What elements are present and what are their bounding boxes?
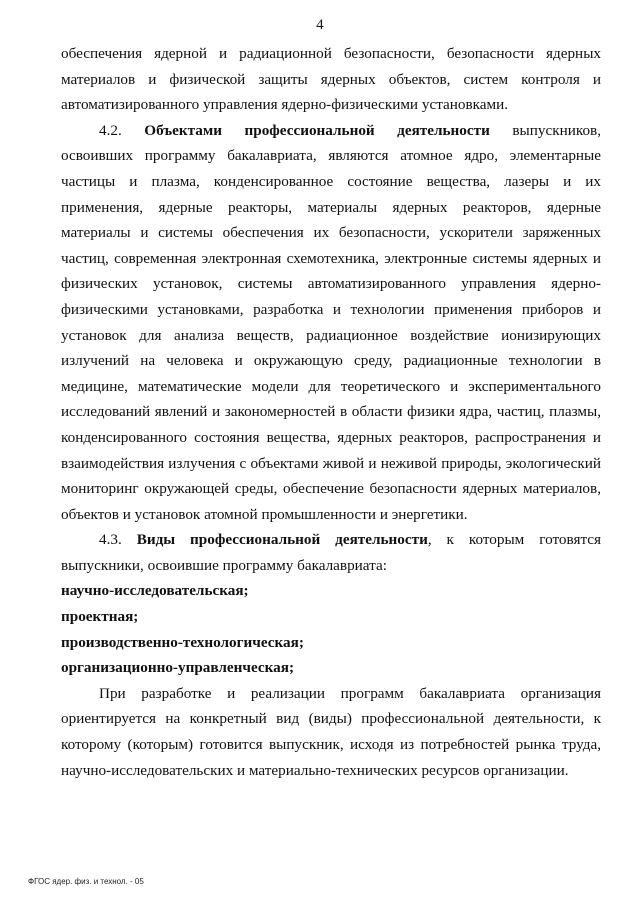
- activity-type-item: организационно-управленческая;: [61, 659, 294, 677]
- section-4-3-text: , к которым готовятся выпускники, освоившие программу бакалавриата:: [61, 531, 601, 574]
- activity-type-item: проектная;: [61, 608, 139, 626]
- activity-type-item: производственно-технологическая;: [61, 633, 304, 651]
- section-4-2-heading: Объектами профессиональной деятельности: [144, 121, 490, 139]
- footer-note: ФГОС ядер. физ. и технол. - 05: [28, 877, 144, 886]
- page-number: 4: [316, 17, 324, 33]
- intro-paragraph: обеспечения ядерной и радиационной безопасности, безопасности ядерных материалов и физической защиты ядерных объектов, систем контроля и автоматизированного управления ядерно-физическими установками.: [61, 45, 601, 114]
- document-body: [61, 41, 601, 783]
- section-4-3-number: 4.3.: [99, 531, 122, 549]
- section-4-2-text: выпускников, освоивших программу бакалавриата, являются атомное ядро, элементарные частицы и плазма, конденсированное состояние вещества, лазеры и их применения, ядерные реакторы, материалы ядерных реакторов, ядерные материалы и системы обеспечения их безопасности, ускорители заряженных частиц, современная электронная схемотехника, электронные системы ядерных и физических установок, системы автоматизированного управления ядерно-физическими установками, разработка и технологии применения приборов и установок для анализа веществ, радиационное воздействие ионизирующих излучений на человека и окружающую среду, радиационные технологии в медицине, математические модели для теоретического и экспериментального исследований явлений и закономерностей в области физики ядра, частиц, плазмы, конденсированного состояния вещества, ядерных реакторов, распространения и взаимодействия излучения с объектами живой и неживой природы, экологический мониторинг окружающей среды, обеспечение безопасности ядерных материалов, объектов и установок атомной промышленности и энергетики.: [61, 121, 601, 523]
- section-4-2-paragraph: [61, 118, 601, 528]
- section-4-2-number: 4.2.: [99, 121, 122, 139]
- activity-type-item: научно-исследовательская;: [61, 582, 249, 600]
- section-4-3-paragraph: [61, 527, 601, 578]
- closing-paragraph: При разработке и реализации программ бакалавриата организация ориентируется на конкретный вид (виды) профессиональной деятельности, к которому (которым) готовится выпускник, исходя из потребностей рынка труда, научно-исследовательских и материально-технических ресурсов организации.: [61, 684, 601, 779]
- section-4-3-heading: Виды профессиональной деятельности: [136, 531, 428, 549]
